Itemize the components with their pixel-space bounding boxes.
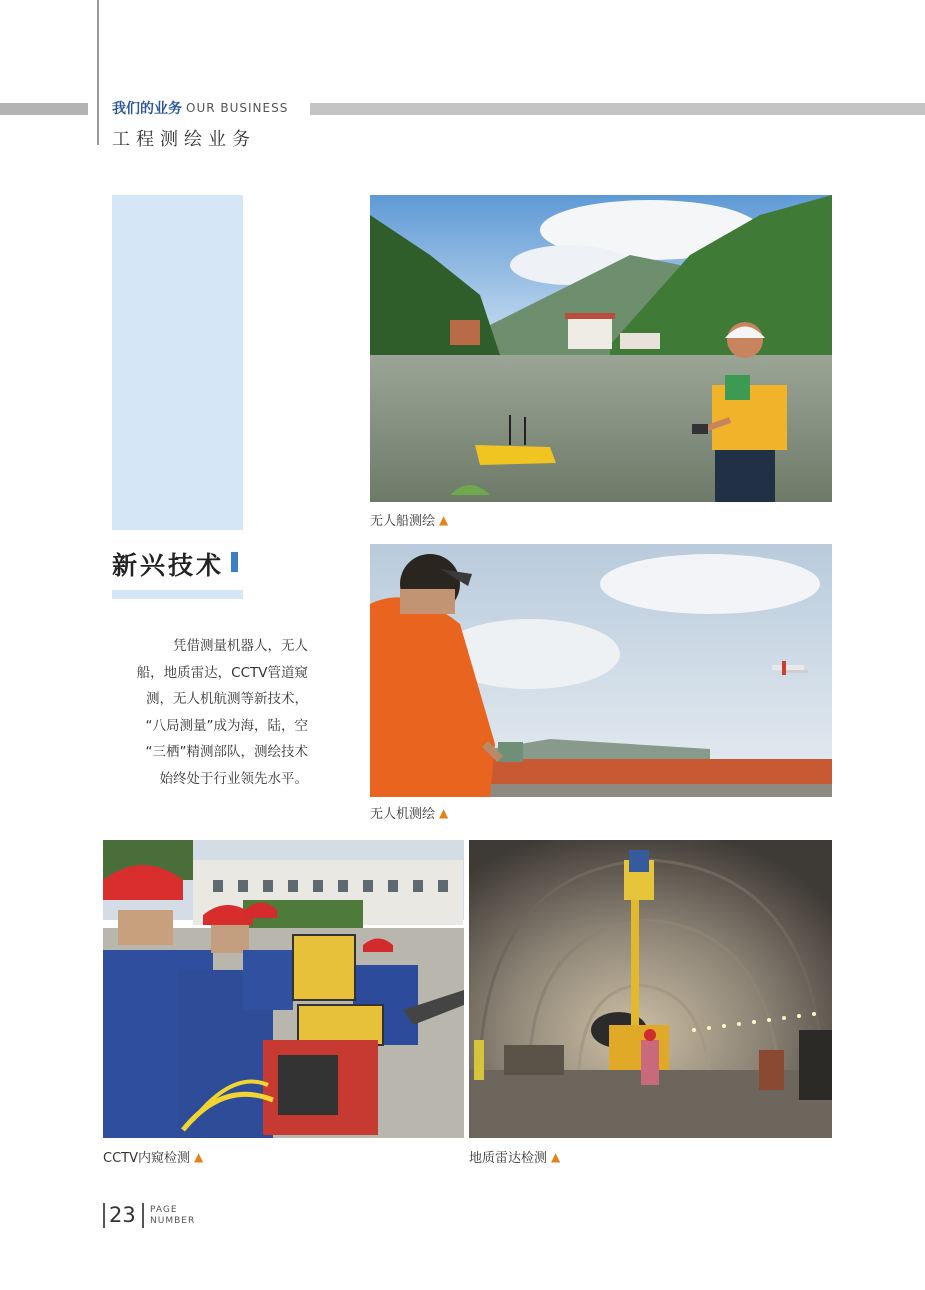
section-en: OUR BUSINESS xyxy=(186,101,289,115)
section-cn: 我们的业务 xyxy=(112,101,182,117)
sidebar-heading: 新兴技术 xyxy=(112,551,225,580)
body-line: “三栖”精测部队，测绘技术 xyxy=(145,744,308,760)
page-title: 工程测绘业务 xyxy=(112,129,256,150)
caption-radar: 地质雷达检测 ▲ xyxy=(469,1149,561,1166)
body-line: 测，无人机航测等新技术， xyxy=(146,691,308,707)
caption-boat: 无人船测绘 ▲ xyxy=(370,512,449,529)
unmanned-boat-photo xyxy=(370,195,832,502)
cctv-inspection-photo xyxy=(103,840,464,1138)
header-bar-right xyxy=(310,103,925,115)
geological-radar-photo xyxy=(469,840,832,1138)
triangle-icon: ▲ xyxy=(439,512,449,527)
header-section-label xyxy=(112,99,288,117)
page-number-rule-left xyxy=(103,1203,105,1228)
body-line: 凭借测量机器人，无人 xyxy=(173,638,308,654)
triangle-icon: ▲ xyxy=(194,1149,204,1164)
caption-cctv: CCTV内窥检测 ▲ xyxy=(103,1149,204,1166)
page-number-rule-right xyxy=(142,1203,144,1228)
triangle-icon: ▲ xyxy=(551,1149,561,1164)
header-vertical-rule xyxy=(97,0,99,145)
header-bar-left xyxy=(0,103,88,115)
body-line: “八局测量”成为海，陆，空 xyxy=(145,717,308,734)
decorative-blue-strip xyxy=(112,590,243,599)
decorative-blue-block xyxy=(112,195,243,530)
sidebar-body xyxy=(108,633,308,792)
page-number: 23 xyxy=(109,1203,136,1227)
heading-accent-bar xyxy=(231,552,238,572)
page-number-label: PAGE NUMBER xyxy=(150,1205,196,1226)
triangle-icon: ▲ xyxy=(439,805,449,820)
body-line: 始终处于行业领先水平。 xyxy=(159,770,308,787)
body-line: 船，地质雷达，CCTV管道窥 xyxy=(136,664,308,681)
drone-photo xyxy=(370,544,832,797)
caption-drone: 无人机测绘 ▲ xyxy=(370,805,449,822)
